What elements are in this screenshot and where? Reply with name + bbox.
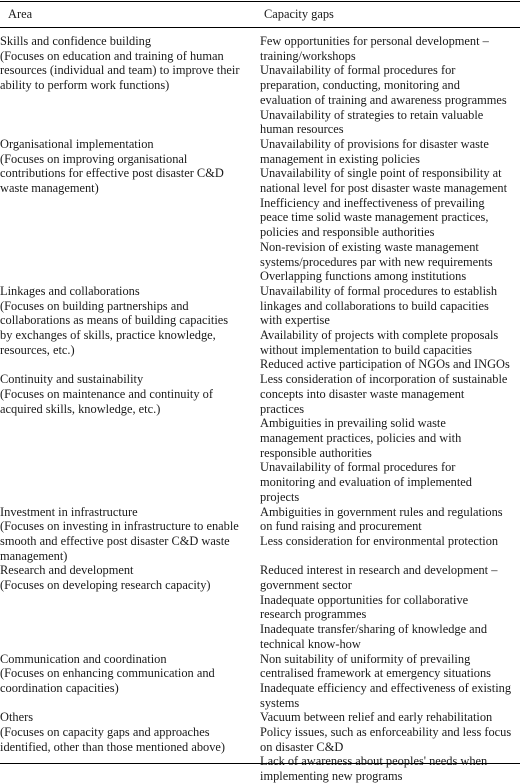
capacity-gap-line: Unavailability of formal procedures for [260, 63, 456, 78]
capacity-gap-line: Unavailability of provisions for disaster waste [260, 136, 489, 151]
area-description-line: (Focuses on building partnerships and [0, 298, 189, 313]
capacity-gap-item [260, 108, 520, 137]
area-description-line: (Focuses on investing in infrastructure to enable [0, 519, 239, 534]
capacity-gaps-cell [260, 652, 520, 711]
area-description-line: contributions for effective post disaster C&D [0, 166, 224, 181]
capacity-gap-item [260, 196, 520, 240]
area-cell [0, 652, 260, 711]
area-description-line: collaborations as means of building capacities [0, 313, 229, 328]
table-row [0, 137, 520, 284]
capacity-gap-line: Ambiguities in prevailing solid waste [260, 416, 446, 431]
capacity-gap-line: government sector [260, 578, 352, 593]
capacity-gap-item [260, 357, 520, 372]
capacity-gap-item [260, 681, 520, 710]
header-area: Area [8, 7, 33, 21]
table-row [0, 284, 520, 372]
area-cell [0, 137, 260, 284]
capacity-gap-item [260, 137, 520, 166]
area-description-line: acquired skills, knowledge, etc.) [0, 401, 161, 416]
area-title: Linkages and collaborations [0, 283, 140, 298]
header-rule [0, 27, 520, 28]
table-top-rule [0, 1, 520, 2]
capacity-gap-item [260, 622, 520, 651]
area-cell [0, 34, 260, 137]
area-cell [0, 563, 260, 651]
capacity-gaps-cell [260, 137, 520, 284]
capacity-gap-item [260, 63, 520, 107]
capacity-gap-item [260, 505, 520, 534]
area-title: Others [0, 710, 34, 725]
capacity-gap-line: policies and responsible authorities [260, 225, 435, 240]
capacity-gap-line: Unavailability of single point of responsibility at [260, 166, 502, 181]
area-title: Skills and confidence building [0, 34, 152, 48]
capacity-gap-line: management practices, policies and with [260, 430, 462, 445]
capacity-gaps-cell [260, 372, 520, 504]
table-row [0, 652, 520, 711]
capacity-gap-line: on disaster C&D [260, 739, 344, 754]
capacity-gap-line: projects [260, 489, 300, 504]
capacity-gap-line: Inadequate transfer/sharing of knowledge and [260, 622, 488, 637]
capacity-gap-item [260, 652, 520, 681]
capacity-gap-line: human resources [260, 122, 344, 137]
capacity-gap-line: Inefficiency and ineffectiveness of prevailing [260, 195, 485, 210]
capacity-gap-line: Overlapping functions among institutions [260, 269, 467, 284]
capacity-gap-item [260, 563, 520, 592]
table-row [0, 505, 520, 564]
capacity-gap-line: research programmes [260, 607, 367, 622]
table-row [0, 34, 520, 137]
area-cell [0, 505, 260, 564]
area-description-line: by exchanges of skills, practice knowledge, [0, 328, 216, 343]
capacity-gap-item [260, 240, 520, 269]
area-title: Research and development [0, 563, 134, 578]
table-row [0, 710, 520, 784]
capacity-gap-line: Unavailability of formal procedures to establish [260, 283, 498, 298]
capacity-gap-line: national level for post disaster waste management [260, 181, 508, 196]
capacity-gap-line: on fund raising and procurement [260, 519, 422, 534]
capacity-gaps-cell [260, 284, 520, 372]
area-description-line: ability to perform work functions) [0, 78, 170, 93]
capacity-gap-item [260, 593, 520, 622]
capacity-gap-line: systems/procedures par with new requirements [260, 254, 493, 269]
capacity-gap-item [260, 328, 520, 357]
capacity-gap-line: linkages and collaborations to build capacities [260, 298, 489, 313]
area-description-line: (Focuses on capacity gaps and approaches [0, 725, 210, 740]
area-description-line: (Focuses on improving organisational [0, 151, 188, 166]
capacity-gaps-cell [260, 505, 520, 564]
area-description-line: (Focuses on maintenance and continuity of [0, 386, 213, 401]
table-body [0, 34, 520, 784]
area-description-line: management) [0, 548, 68, 563]
area-title: Organisational implementation [0, 136, 154, 151]
capacity-gap-line: with expertise [260, 313, 330, 328]
area-description-line: smooth and effective post disaster C&D waste [0, 533, 230, 548]
capacity-gap-line: peace time solid waste management practices, [260, 210, 489, 225]
capacity-gap-line: Reduced active participation of NGOs and INGOs [260, 357, 510, 372]
capacity-gap-line: concepts into disaster waste management [260, 386, 465, 401]
capacity-gap-item [260, 534, 520, 549]
area-cell [0, 710, 260, 784]
area-description-line: (Focuses on developing research capacity) [0, 578, 211, 593]
capacity-gap-item [260, 460, 520, 504]
capacity-gap-line: Availability of projects with complete proposals [260, 328, 499, 343]
capacity-gaps-cell [260, 710, 520, 784]
capacity-gap-item [260, 754, 520, 783]
capacity-gap-line: Vacuum between relief and early rehabilitation [260, 710, 493, 725]
capacity-gap-line: Lack of awareness about peoples' needs when [260, 754, 488, 769]
capacity-gap-line: Unavailability of formal procedures for [260, 460, 456, 475]
area-title: Continuity and sustainability [0, 372, 144, 387]
capacity-gap-line: Policy issues, such as enforceability and less focus [260, 725, 512, 740]
capacity-gap-line: Few opportunities for personal development – [260, 34, 489, 48]
capacity-gap-line: Ambiguities in government rules and regulations [260, 504, 503, 519]
capacity-gap-line: Less consideration of incorporation of sustainable [260, 372, 508, 387]
capacity-gap-item [260, 269, 520, 284]
capacity-gap-line: responsible authorities [260, 445, 372, 460]
capacity-gap-item [260, 725, 520, 754]
capacity-gap-item [260, 372, 520, 416]
capacity-gap-line: preparation, conducting, monitoring and [260, 78, 460, 93]
capacity-gap-line: evaluation of training and awareness programmes [260, 92, 507, 107]
area-description-line: resources, etc.) [0, 342, 75, 357]
table-bottom-rule [0, 763, 520, 764]
capacity-gap-item [260, 710, 520, 725]
area-description-line: (Focuses on enhancing communication and [0, 666, 215, 681]
capacity-gap-line: Reduced interest in research and development – [260, 563, 498, 578]
capacity-gap-line: monitoring and evaluation of implemented [260, 475, 472, 490]
capacity-gap-line: Inadequate efficiency and effectiveness of existing [260, 680, 512, 695]
area-description-line: waste management) [0, 181, 99, 196]
capacity-gap-line: systems [260, 695, 300, 710]
capacity-gap-line: Non-revision of existing waste management [260, 239, 479, 254]
capacity-gap-line: Non suitability of uniformity of prevailing [260, 651, 471, 666]
area-description-line: coordination capacities) [0, 680, 119, 695]
table-row [0, 563, 520, 651]
area-title: Communication and coordination [0, 651, 167, 666]
header-capacity-gaps: Capacity gaps [264, 7, 334, 21]
capacity-gap-line: Less consideration for environmental protection [260, 533, 499, 548]
area-cell [0, 284, 260, 372]
capacity-gap-item [260, 284, 520, 328]
capacity-gap-line: management in existing policies [260, 151, 421, 166]
capacity-gap-line: practices [260, 401, 305, 416]
capacity-gap-line: Inadequate opportunities for collaborative [260, 592, 469, 607]
area-description-line: resources (individual and team) to improve their [0, 63, 240, 78]
capacity-gap-item [260, 34, 520, 63]
capacity-gap-line: Unavailability of strategies to retain valuable [260, 107, 484, 122]
capacity-gap-line: training/workshops [260, 48, 356, 63]
area-description-line: identified, other than those mentioned above) [0, 739, 226, 754]
area-description-line: (Focuses on education and training of human [0, 48, 224, 63]
capacity-gap-line: technical know-how [260, 636, 361, 651]
capacity-gap-line: without implementation to build capacities [260, 342, 472, 357]
capacity-gap-line: implementing new programs [260, 769, 403, 784]
table-row [0, 372, 520, 504]
capacity-gap-item [260, 166, 520, 195]
capacity-gap-line: centralised framework at emergency situations [260, 666, 491, 681]
capacity-gaps-cell [260, 34, 520, 137]
area-cell [0, 372, 260, 504]
capacity-gaps-cell [260, 563, 520, 651]
capacity-gap-item [260, 416, 520, 460]
area-title: Investment in infrastructure [0, 504, 138, 519]
